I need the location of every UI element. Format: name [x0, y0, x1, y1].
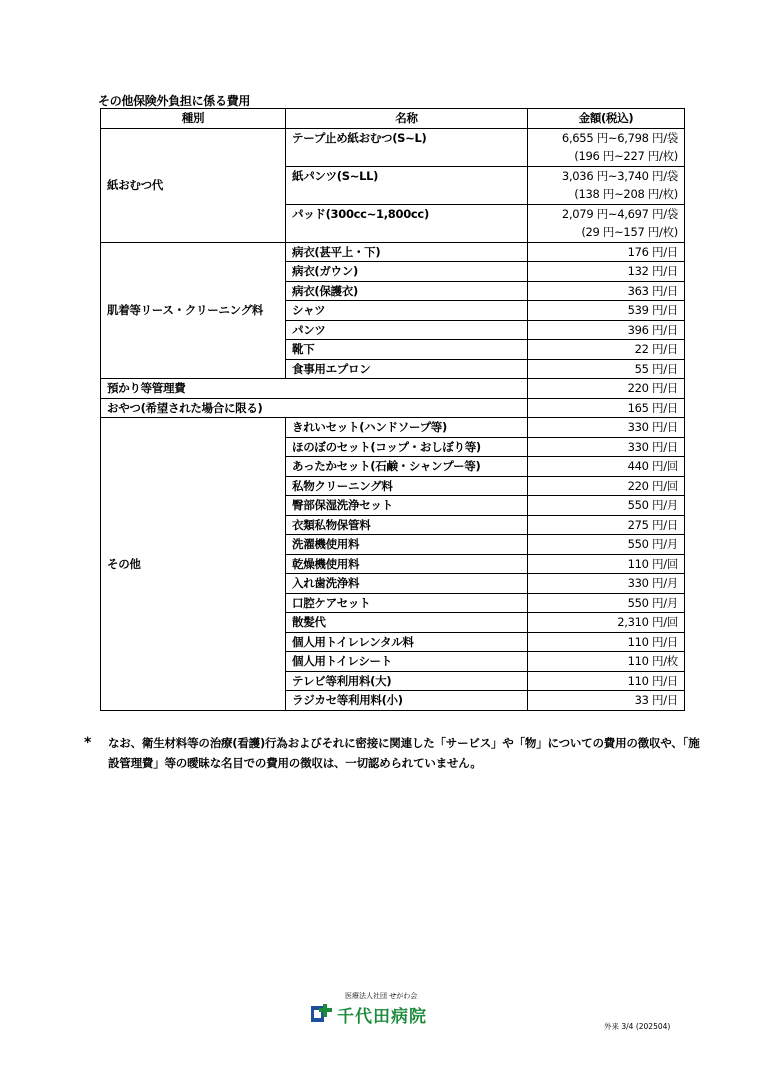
item-amount: 330 円/月 [528, 574, 685, 594]
table-row [101, 128, 685, 147]
item-name: あったかセット(石鹸・シャンプー等) [286, 457, 528, 477]
item-name: きれいセット(ハンドソープ等) [286, 418, 528, 438]
item-name: 紙パンツ(S~LL) [286, 166, 528, 185]
header-amount: 金額(税込) [528, 109, 685, 129]
item-per-unit: (196 円~227 円/枚) [528, 147, 685, 166]
item-name: 靴下 [286, 340, 528, 360]
item-amount: 132 円/日 [528, 262, 685, 282]
item-amount: 33 円/日 [528, 691, 685, 711]
item-amount: 550 円/月 [528, 535, 685, 555]
item-amount: 440 円/回 [528, 457, 685, 477]
item-name: テレビ等利用料(大) [286, 671, 528, 691]
asterisk-mark: * [84, 735, 92, 751]
item-name-blank [286, 185, 528, 204]
item-amount: 220 円/日 [528, 379, 685, 399]
item-name: 臀部保湿洗浄セット [286, 496, 528, 516]
item-name-blank [286, 147, 528, 166]
item-name: 個人用トイレレンタル料 [286, 632, 528, 652]
table-header-row [101, 109, 685, 129]
item-name: 病衣(ガウン) [286, 262, 528, 282]
organization-name: 医療法人社団 せがわ会 [345, 992, 418, 1000]
item-amount: 110 円/日 [528, 671, 685, 691]
item-amount: 3,036 円~3,740 円/袋 [528, 166, 685, 185]
item-name: 口腔ケアセット [286, 593, 528, 613]
hospital-name: 千代田病院 [337, 1007, 427, 1027]
item-amount: 220 円/回 [528, 476, 685, 496]
section-title: その他保険外負担に係る費用 [98, 94, 251, 108]
item-name: 衣類私物保管料 [286, 515, 528, 535]
hospital-logo [307, 991, 457, 1027]
item-amount: 550 円/月 [528, 593, 685, 613]
table-row [101, 379, 685, 399]
item-amount: 110 円/日 [528, 632, 685, 652]
item-amount: 6,655 円~6,798 円/袋 [528, 128, 685, 147]
category-linen: 肌着等リース・クリーニング料 [101, 242, 286, 379]
footnote-text: なお、衛生材料等の治療(看護)行為およびそれに密接に関連した「サービス」や「物」についての費用の徴収や、「施設管理費」等の曖昧な名目での費用の徴収は、一切認められていません。 [108, 736, 700, 770]
table-row [101, 242, 685, 262]
table-row [101, 398, 685, 418]
item-name: ほのぼのセット(コップ・おしぼり等) [286, 437, 528, 457]
item-amount: 110 円/枚 [528, 652, 685, 672]
item-amount: 2,310 円/回 [528, 613, 685, 633]
item-amount: 396 円/日 [528, 320, 685, 340]
item-name-blank [286, 223, 528, 242]
item-name: パッド(300cc~1,800cc) [286, 204, 528, 223]
item-name: 病衣(保護衣) [286, 281, 528, 301]
item-amount: 22 円/日 [528, 340, 685, 360]
item-name: 食事用エプロン [286, 359, 528, 379]
item-name: 私物クリーニング料 [286, 476, 528, 496]
item-amount: 176 円/日 [528, 242, 685, 262]
item-amount: 55 円/日 [528, 359, 685, 379]
item-amount: 2,079 円~4,697 円/袋 [528, 204, 685, 223]
item-amount: 275 円/日 [528, 515, 685, 535]
item-name: 洗濯機使用料 [286, 535, 528, 555]
item-name: 入れ歯洗浄料 [286, 574, 528, 594]
item-amount: 330 円/日 [528, 418, 685, 438]
item-amount: 110 円/回 [528, 554, 685, 574]
category-other: その他 [101, 418, 286, 711]
header-name: 名称 [286, 109, 528, 129]
item-name: テープ止め紙おむつ(S~L) [286, 128, 528, 147]
footnote [84, 733, 704, 773]
category-snack: おやつ(希望された場合に限る) [101, 398, 528, 418]
item-name: 乾燥機使用料 [286, 554, 528, 574]
fees-table [100, 108, 685, 711]
table-row [101, 418, 685, 438]
category-diaper: 紙おむつ代 [101, 128, 286, 242]
item-amount: 539 円/日 [528, 301, 685, 321]
hospital-cross-icon [311, 1004, 333, 1024]
item-name: パンツ [286, 320, 528, 340]
item-per-unit: (29 円~157 円/枚) [528, 223, 685, 242]
item-name: ラジカセ等利用料(小) [286, 691, 528, 711]
item-per-unit: (138 円~208 円/枚) [528, 185, 685, 204]
item-amount: 363 円/日 [528, 281, 685, 301]
item-name: 病衣(甚平上・下) [286, 242, 528, 262]
item-amount: 330 円/日 [528, 437, 685, 457]
item-name: シャツ [286, 301, 528, 321]
header-category: 種別 [101, 109, 286, 129]
item-amount: 550 円/月 [528, 496, 685, 516]
item-name: 散髪代 [286, 613, 528, 633]
item-name: 個人用トイレシート [286, 652, 528, 672]
category-custody: 預かり等管理費 [101, 379, 528, 399]
item-amount: 165 円/日 [528, 398, 685, 418]
page-number: 外来 3/4 (202504) [604, 1022, 671, 1031]
